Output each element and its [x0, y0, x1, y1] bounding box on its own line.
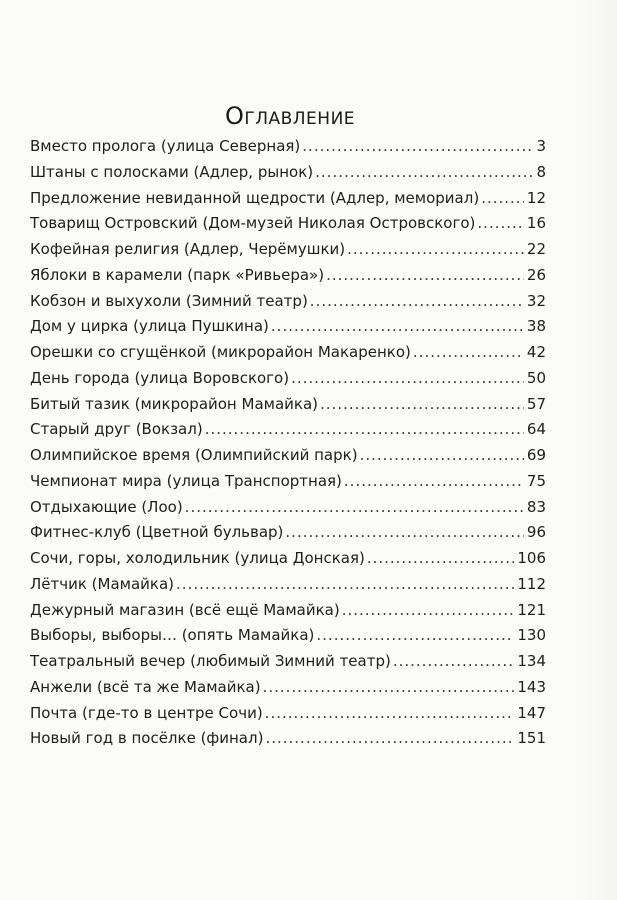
- toc-page-number: 57: [526, 394, 546, 413]
- toc-entry-title: Товарищ Островский (Дом-музей Николая Островского): [30, 214, 476, 233]
- toc-entry: [30, 392, 546, 418]
- toc-entry-title: Яблоки в карамели (парк «Ривьера»): [30, 265, 325, 284]
- toc-page-number: 22: [526, 240, 546, 258]
- toc-page-number: 64: [526, 420, 546, 439]
- toc-entry-title: Новый год в посёлке (финал): [30, 729, 264, 748]
- toc-entry: [30, 469, 546, 495]
- toc-entry: [30, 237, 546, 263]
- toc-dot-leader: [477, 211, 524, 237]
- toc-page-number: 147: [517, 703, 546, 722]
- toc-dot-leader: [316, 623, 514, 649]
- toc-dot-leader: [393, 649, 515, 675]
- toc-page-number: 106: [517, 549, 546, 567]
- toc-dot-leader: [347, 237, 524, 263]
- toc-page-number: 16: [526, 214, 546, 233]
- toc-entry-title: Отдыхающие (Лоо): [30, 497, 183, 516]
- toc-entry-title: Штаны с полосками (Адлер, рынок): [30, 162, 314, 181]
- toc-page-number: 151: [517, 729, 546, 748]
- toc-page-number: 112: [517, 574, 546, 593]
- toc-dot-leader: [205, 417, 524, 443]
- toc-entry: [30, 675, 546, 701]
- toc-page-number: 143: [517, 677, 546, 696]
- toc-entry-title: Театральный вечер (любимый Зимний театр): [30, 652, 391, 670]
- toc-page-number: 69: [526, 446, 546, 464]
- toc-entry: [30, 520, 546, 546]
- toc-dot-leader: [271, 314, 524, 340]
- toc-dot-leader: [481, 186, 524, 212]
- toc-dot-leader: [291, 366, 524, 392]
- toc-entry: [30, 314, 546, 340]
- toc-page-number: 50: [526, 368, 546, 387]
- toc-page-number: 8: [536, 162, 546, 181]
- toc-entry-title: Лётчик (Мамайка): [30, 574, 175, 593]
- toc-entry-title: Выборы, выборы… (опять Мамайка): [30, 626, 315, 645]
- toc-entry-title: Анжели (всё та же Мамайка): [30, 677, 261, 696]
- table-of-contents: [30, 134, 546, 752]
- toc-page-number: 42: [526, 343, 546, 361]
- toc-dot-leader: [265, 726, 514, 752]
- toc-entry: [30, 726, 546, 752]
- toc-page-number: 134: [517, 652, 546, 670]
- toc-dot-leader: [360, 443, 524, 469]
- toc-page-number: 83: [526, 497, 546, 516]
- toc-entry: [30, 160, 546, 186]
- toc-entry: [30, 572, 546, 598]
- toc-page-number: 12: [526, 188, 546, 207]
- toc-entry-title: Старый друг (Вокзал): [30, 420, 203, 439]
- toc-entry: [30, 701, 546, 727]
- toc-dot-leader: [310, 289, 524, 315]
- toc-dot-leader: [176, 572, 514, 598]
- toc-entry-title: Вместо пролога (улица Северная): [30, 137, 301, 155]
- toc-page-number: 38: [526, 317, 546, 336]
- toc-dot-leader: [185, 495, 524, 521]
- toc-page-number: 75: [526, 471, 546, 490]
- toc-entry: [30, 495, 546, 521]
- toc-entry: [30, 417, 546, 443]
- toc-entry: [30, 443, 546, 469]
- toc-page-number: 96: [526, 523, 546, 542]
- toc-page-number: 121: [517, 600, 546, 619]
- toc-entry: [30, 263, 546, 289]
- toc-dot-leader: [367, 546, 515, 572]
- toc-entry: [30, 186, 546, 212]
- toc-entry: [30, 289, 546, 315]
- toc-heading: Оглавление: [224, 102, 356, 131]
- toc-entry-title: Почта (где-то в центре Сочи): [30, 703, 263, 722]
- toc-entry-title: Олимпийское время (Олимпийский парк): [30, 446, 358, 464]
- toc-entry-title: Орешки со сгущёнкой (микрорайон Макаренко): [30, 343, 411, 361]
- toc-entry-title: Дом у цирка (улица Пушкина): [30, 317, 269, 336]
- toc-page-number: 26: [526, 265, 546, 284]
- toc-entry-title: Чемпионат мира (улица Транспортная): [30, 471, 342, 490]
- toc-entry-title: Дежурный магазин (всё ещё Мамайка): [30, 600, 340, 619]
- toc-dot-leader: [285, 520, 524, 546]
- toc-entry-title: Кофейная религия (Адлер, Черёмушки): [30, 240, 346, 258]
- toc-entry: [30, 598, 546, 624]
- toc-dot-leader: [265, 701, 515, 727]
- toc-entry-title: Сочи, горы, холодильник (улица Донская): [30, 549, 365, 567]
- toc-dot-leader: [326, 263, 524, 289]
- toc-dot-leader: [342, 598, 515, 624]
- page-edge-shadow: [577, 0, 617, 900]
- toc-entry-title: Битый тазик (микрорайон Мамайка): [30, 394, 319, 413]
- toc-dot-leader: [263, 675, 515, 701]
- toc-dot-leader: [302, 134, 533, 160]
- toc-page-number: 3: [536, 137, 546, 155]
- toc-page-number: 32: [526, 291, 546, 310]
- toc-dot-leader: [413, 340, 524, 366]
- toc-entry-title: Фитнес-клуб (Цветной бульвар): [30, 523, 284, 542]
- toc-entry: [30, 649, 546, 675]
- toc-entry: [30, 623, 546, 649]
- toc-entry: [30, 340, 546, 366]
- toc-entry: [30, 366, 546, 392]
- toc-entry-title: Предложение невиданной щедрости (Адлер, мемориал): [30, 188, 480, 207]
- toc-entry: [30, 134, 546, 160]
- toc-page-number: 130: [517, 626, 546, 645]
- toc-entry: [30, 211, 546, 237]
- toc-dot-leader: [315, 160, 533, 186]
- toc-entry-title: День города (улица Воровского): [30, 368, 290, 387]
- toc-entry: [30, 546, 546, 572]
- toc-dot-leader: [344, 469, 524, 495]
- toc-entry-title: Кобзон и выхухоли (Зимний театр): [30, 291, 308, 310]
- toc-dot-leader: [320, 392, 524, 418]
